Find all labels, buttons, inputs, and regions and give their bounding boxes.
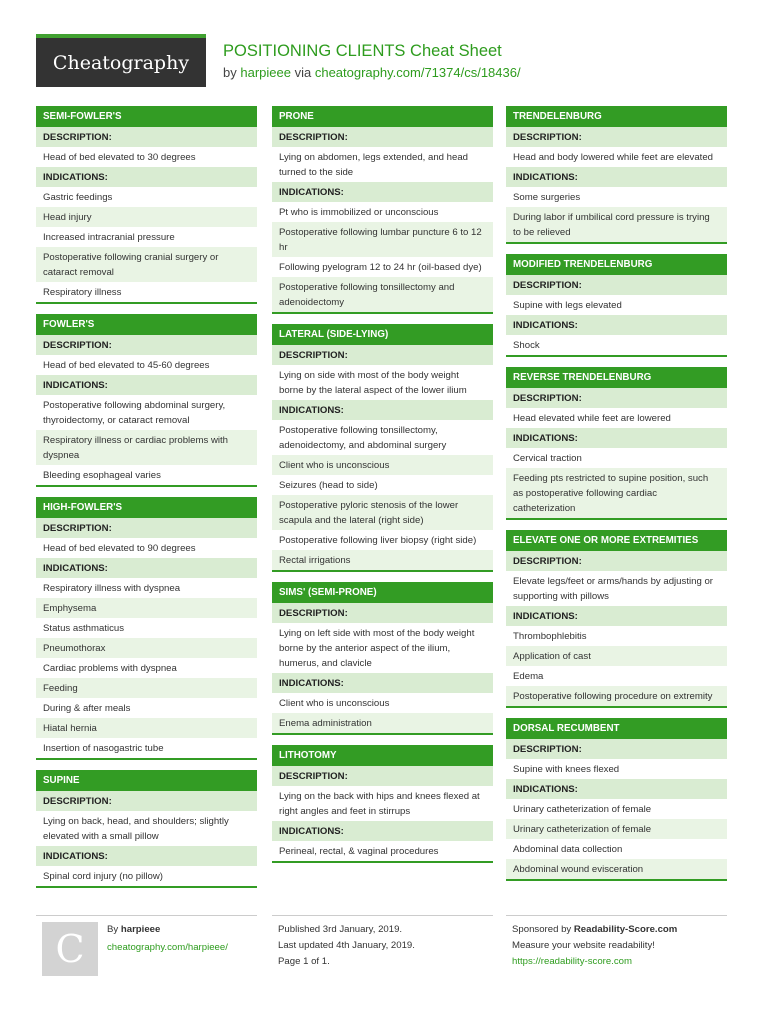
section-row: Postoperative following liver biopsy (right side)	[279, 534, 477, 546]
section-card	[506, 367, 727, 520]
section-card	[272, 745, 493, 863]
section-row: Head injury	[36, 207, 257, 227]
section-row: Postoperative following tonsillectomy, adenoidectomy, and abdominal surgery	[279, 424, 447, 451]
section-subheader: DESCRIPTION:	[272, 345, 493, 365]
section-card	[36, 770, 257, 888]
section-row: Thrombophlebitis	[513, 630, 587, 642]
section-row: Abdominal wound evisceration	[506, 859, 727, 879]
section-subheader: DESCRIPTION:	[506, 388, 727, 408]
cheatography-logo[interactable]: Cheatography	[36, 34, 206, 87]
updated-date: Last updated 4th January, 2019.	[278, 940, 415, 951]
section-subheader: INDICATIONS:	[272, 182, 493, 202]
footer-divider	[272, 915, 493, 916]
section-row: Perineal, rectal, & vaginal procedures	[279, 845, 439, 857]
section-row: Status asthmaticus	[43, 622, 125, 634]
section-row: Cervical traction	[513, 452, 582, 464]
section-row: Supine with legs elevated	[513, 299, 622, 311]
section-subheader: INDICATIONS:	[36, 558, 257, 578]
section-row: Lying on the back with hips and knees flexed at right angles and feet in stirrups	[279, 790, 480, 817]
section-row: Feeding pts restricted to supine position, such as postoperative following cardiac catheterization	[506, 468, 727, 518]
section-card	[506, 254, 727, 357]
section-subheader: INDICATIONS:	[506, 167, 727, 187]
page-title: POSITIONING CLIENTS Cheat Sheet	[223, 42, 502, 60]
section-row: Respiratory illness	[43, 286, 122, 298]
section-header: HIGH-FOWLER'S	[36, 497, 257, 518]
section-subheader: DESCRIPTION:	[36, 127, 257, 147]
section-row: Urinary catheterization of female	[513, 803, 652, 815]
section-row: Shock	[513, 339, 540, 351]
section-row: Seizures (head to side)	[279, 479, 378, 491]
section-header: MODIFIED TRENDELENBURG	[506, 254, 727, 275]
section-row: Client who is unconscious	[279, 697, 390, 709]
section-header: LATERAL (SIDE-LYING)	[272, 324, 493, 345]
sponsor-name[interactable]: Readability-Score.com	[573, 924, 678, 935]
section-row: Edema	[513, 670, 544, 682]
section-card	[272, 106, 493, 314]
section-header: REVERSE TRENDELENBURG	[506, 367, 727, 388]
section-row: Lying on back, head, and shoulders; slightly elevated with a small pillow	[43, 815, 229, 842]
section-row: Lying on abdomen, legs extended, and head turned to the side	[279, 151, 469, 178]
page-number: Page 1 of 1.	[278, 956, 330, 967]
section-row: Increased intracranial pressure	[43, 231, 175, 243]
section-row: Emphysema	[36, 598, 257, 618]
section-row: Head of bed elevated to 30 degrees	[43, 151, 196, 163]
section-subheader: DESCRIPTION:	[272, 766, 493, 786]
sponsor-tagline: Measure your website readability!	[512, 940, 655, 951]
author-profile-link[interactable]: cheatography.com/harpieee/	[107, 942, 228, 953]
section-row: Head of bed elevated to 90 degrees	[43, 542, 196, 554]
section-row: Client who is unconscious	[272, 455, 493, 475]
column-left	[36, 106, 257, 898]
section-row: Postoperative pyloric stenosis of the lower scapula and the lateral (right side)	[272, 495, 493, 530]
section-subheader: INDICATIONS:	[272, 400, 493, 420]
section-row: Head of bed elevated to 45-60 degrees	[43, 359, 210, 371]
section-subheader: DESCRIPTION:	[506, 127, 727, 147]
section-header: SIMS' (SEMI-PRONE)	[272, 582, 493, 603]
section-row: Head and body lowered while feet are elevated	[513, 151, 714, 163]
author-avatar[interactable]: C	[42, 922, 98, 976]
section-header: SUPINE	[36, 770, 257, 791]
section-row: Application of cast	[506, 646, 727, 666]
section-card	[36, 497, 257, 760]
section-row: Enema administration	[272, 713, 493, 733]
column-right	[506, 106, 727, 891]
section-row: Pt who is immobilized or unconscious	[279, 206, 439, 218]
sheet-url-link[interactable]: cheatography.com/71374/cs/18436/	[314, 65, 521, 80]
section-row: Urinary catheterization of female	[506, 819, 727, 839]
section-subheader: INDICATIONS:	[36, 167, 257, 187]
sponsor-link[interactable]: https://readability-score.com	[512, 956, 632, 967]
footer-author-name[interactable]: harpieee	[120, 924, 161, 935]
footer-dates	[278, 922, 415, 970]
section-subheader: INDICATIONS:	[36, 846, 257, 866]
section-subheader: INDICATIONS:	[36, 375, 257, 395]
section-card	[506, 718, 727, 881]
section-row: Some surgeries	[513, 191, 581, 203]
section-header: LITHOTOMY	[272, 745, 493, 766]
section-subheader: DESCRIPTION:	[36, 518, 257, 538]
section-subheader: DESCRIPTION:	[272, 603, 493, 623]
section-subheader: INDICATIONS:	[506, 315, 727, 335]
section-subheader: INDICATIONS:	[272, 821, 493, 841]
section-subheader: INDICATIONS:	[272, 673, 493, 693]
published-date: Published 3rd January, 2019.	[278, 924, 403, 935]
section-subheader: INDICATIONS:	[506, 606, 727, 626]
section-subheader: DESCRIPTION:	[506, 275, 727, 295]
section-subheader: INDICATIONS:	[506, 428, 727, 448]
section-row: Postoperative following lumbar puncture 6 to 12 hr	[272, 222, 493, 257]
section-row: During labor if umbilical cord pressure is trying to be relieved	[506, 207, 727, 242]
footer-divider	[506, 915, 727, 916]
section-header: FOWLER'S	[36, 314, 257, 335]
section-header: DORSAL RECUMBENT	[506, 718, 727, 739]
footer-sponsor: Sponsored by Readability-Score.com Measure your website readability! https://readability-score.com	[512, 922, 677, 970]
section-header: TRENDELENBURG	[506, 106, 727, 127]
section-subheader: DESCRIPTION:	[36, 791, 257, 811]
section-row: Gastric feedings	[43, 191, 113, 203]
section-card	[36, 314, 257, 487]
section-row: Rectal irrigations	[272, 550, 493, 570]
section-header: SEMI-FOWLER'S	[36, 106, 257, 127]
section-subheader: DESCRIPTION:	[506, 551, 727, 571]
section-row: Respiratory illness or cardiac problems with dyspnea	[36, 430, 257, 465]
section-row: Spinal cord injury (no pillow)	[43, 870, 163, 882]
section-subheader: DESCRIPTION:	[272, 127, 493, 147]
section-row: Lying on left side with most of the body weight borne by the anterior aspect of the ilium, humerus, and clavicle	[279, 627, 475, 669]
section-row: Abdominal data collection	[513, 843, 623, 855]
section-card	[506, 530, 727, 708]
section-header: PRONE	[272, 106, 493, 127]
section-card	[272, 324, 493, 572]
section-row: Elevate legs/feet or arms/hands by adjusting or supporting with pillows	[513, 575, 713, 602]
section-subheader: INDICATIONS:	[506, 779, 727, 799]
section-row: Respiratory illness with dyspnea	[43, 582, 181, 594]
column-middle	[272, 106, 493, 873]
section-card	[272, 582, 493, 735]
byline: by harpieee via cheatography.com/71374/cs/18436/	[223, 65, 521, 80]
section-row: Bleeding esophageal varies	[43, 469, 161, 481]
section-row: Hiatal hernia	[36, 718, 257, 738]
page-header	[36, 34, 732, 88]
section-row: Feeding	[36, 678, 257, 698]
section-row: Following pyelogram 12 to 24 hr (oil-based dye)	[279, 261, 482, 273]
section-header: ELEVATE ONE OR MORE EXTREMITIES	[506, 530, 727, 551]
section-subheader: DESCRIPTION:	[36, 335, 257, 355]
section-card	[36, 106, 257, 304]
section-row: During & after meals	[43, 702, 131, 714]
section-row: Head elevated while feet are lowered	[513, 412, 671, 424]
section-row: Postoperative following tonsillectomy and adenoidectomy	[272, 277, 493, 312]
section-row: Postoperative following abdominal surgery, thyroidectomy, or cataract removal	[43, 399, 226, 426]
section-row: Pneumothorax	[36, 638, 257, 658]
section-row: Lying on side with most of the body weight borne by the lateral aspect of the lower ilium	[279, 369, 467, 396]
section-row: Postoperative following procedure on extremity	[506, 686, 727, 706]
section-card	[506, 106, 727, 244]
section-row: Cardiac problems with dyspnea	[43, 662, 177, 674]
footer-divider	[36, 915, 257, 916]
section-row: Supine with knees flexed	[513, 763, 620, 775]
section-subheader: DESCRIPTION:	[506, 739, 727, 759]
author-link[interactable]: harpieee	[240, 65, 291, 80]
footer-author: By harpieee cheatography.com/harpieee/	[107, 922, 228, 956]
section-row: Insertion of nasogastric tube	[43, 742, 164, 754]
section-row: Postoperative following cranial surgery or cataract removal	[36, 247, 257, 282]
